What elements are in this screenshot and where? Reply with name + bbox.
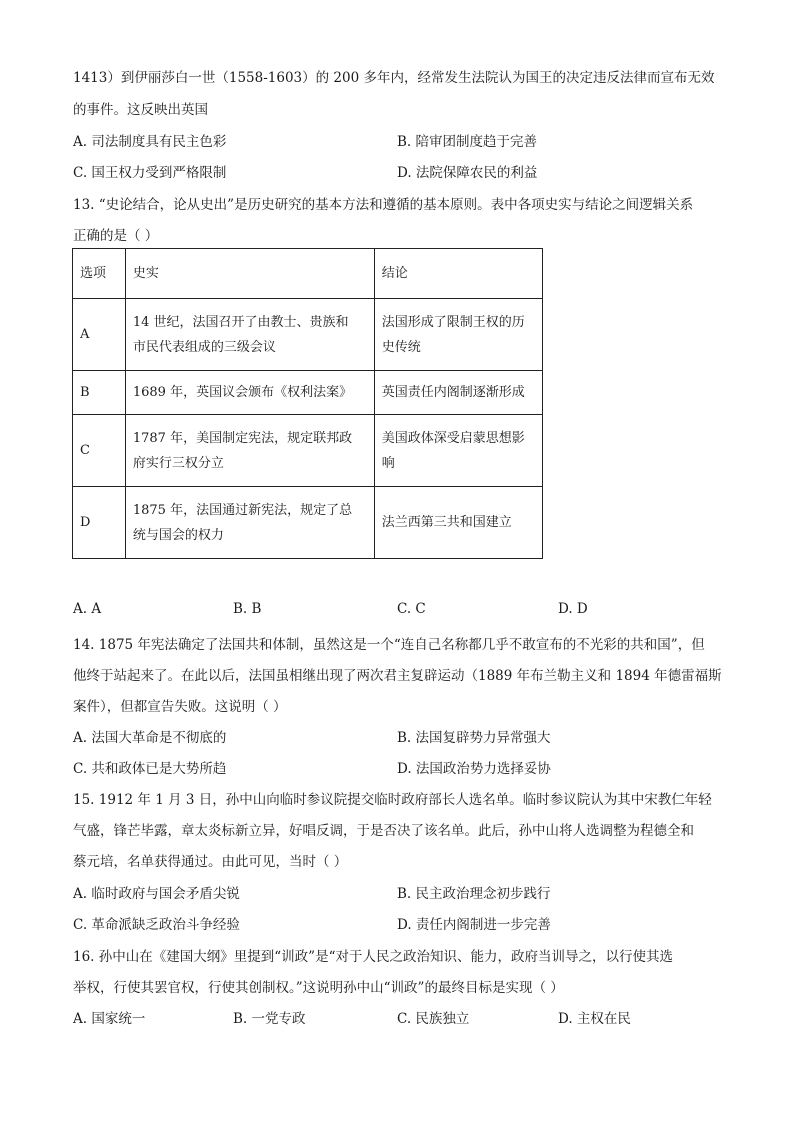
row-option: D: [73, 487, 126, 559]
q14-stem-line-2: 他终于站起来了。在此以后，法国虽相继出现了两次君主复辟运动（1889 年布兰勒主义和 1894 年德雷福斯: [73, 668, 722, 684]
table-header-row: [73, 249, 543, 299]
table-row: [73, 487, 543, 559]
row-fact-line: 1787 年，美国制定宪法，规定联邦政: [132, 430, 353, 446]
table-header-option: 选项: [73, 249, 126, 299]
q13-stem-line-2: 正确的是（ ）: [73, 228, 159, 244]
row-option: C: [73, 415, 126, 487]
row-fact-line: 统与国会的权力: [132, 527, 224, 543]
q15-option-d: D. 责任内阁制进一步完善: [397, 917, 551, 933]
q14-stem-line-1: 14. 1875 年宪法确定了法国共和体制，虽然这是一个“连自己名称都几乎不敢宣布的不光彩的共和国”，但: [73, 637, 705, 653]
q16-option-c: C. 民族独立: [397, 1011, 470, 1027]
q15-option-c: C. 革命派缺乏政治斗争经验: [73, 917, 240, 933]
q12-stem-line-2: 的事件。这反映出英国: [73, 102, 208, 118]
q12-option-d: D. 法院保障农民的利益: [397, 165, 538, 181]
q16-option-b: B. 一党专政: [233, 1011, 306, 1027]
q12-option-b: B. 陪审团制度趋于完善: [397, 134, 538, 150]
q15-stem-line-1: 15. 1912 年 1 月 3 日，孙中山向临时参议院提交临时政府部长人选名单。临时参议院认为其中宋教仁年轻: [73, 792, 712, 808]
row-conclusion: 法兰西第三共和国建立: [374, 487, 542, 559]
row-fact-line: 1875 年，法国通过新宪法，规定了总: [132, 502, 353, 518]
row-conclusion-line: 法国形成了限制王权的历: [381, 314, 525, 330]
q16-stem-line-1: 16. 孙中山在《建国大纲》里提到“训政”是“对于人民之政治知识、能力，政府当训导之，以行使其选: [73, 949, 673, 965]
q16-option-a: A. 国家统一: [73, 1011, 146, 1027]
q14-option-a: A. 法国大革命是不彻底的: [73, 730, 227, 746]
q13-option-a: A. A: [73, 601, 102, 617]
q16-stem-line-2: 举权，行使其罢官权，行使其创制权。”这说明孙中山“训政”的最终目标是实现（ ）: [73, 980, 564, 996]
q12-option-c: C. 国王权力受到严格限制: [73, 165, 227, 181]
row-fact-line: 14 世纪，法国召开了由教士、贵族和: [132, 314, 349, 330]
q13-option-d: D. D: [558, 601, 588, 617]
row-fact-line: 市民代表组成的三级会议: [132, 339, 276, 355]
row-fact: [125, 487, 374, 559]
q13-option-b: B. B: [233, 601, 262, 617]
row-conclusion: [374, 299, 542, 371]
table-header-fact: 史实: [125, 249, 374, 299]
table-row: [73, 371, 543, 415]
row-fact: [125, 299, 374, 371]
row-fact: [125, 415, 374, 487]
row-conclusion-line: 史传统: [381, 339, 421, 355]
q13-option-c: C. C: [397, 601, 426, 617]
q13-stem-line-1: 13. “史论结合，论从史出”是历史研究的基本方法和遵循的基本原则。表中各项史实与结论之间逻辑关系: [73, 197, 694, 213]
q12-stem-line-1: 1413）到伊丽莎白一世（1558-1603）的 200 多年内，经常发生法院认为国王的决定违反法律而宣布无效: [73, 70, 715, 86]
q16-option-d: D. 主权在民: [558, 1011, 631, 1027]
q14-option-c: C. 共和政体已是大势所趋: [73, 761, 227, 777]
table-header-conclusion: 结论: [374, 249, 542, 299]
q14-option-b: B. 法国复辟势力异常强大: [397, 730, 551, 746]
q15-option-a: A. 临时政府与国会矛盾尖锐: [73, 886, 240, 902]
q14-option-d: D. 法国政治势力选择妥协: [397, 761, 551, 777]
row-fact: 1689 年，英国议会颁布《权利法案》: [125, 371, 374, 415]
history-table: [72, 248, 543, 559]
row-conclusion: [374, 415, 542, 487]
row-conclusion-line: 美国政体深受启蒙思想影: [381, 430, 525, 446]
row-option: A: [73, 299, 126, 371]
row-option: B: [73, 371, 126, 415]
q15-stem-line-2: 气盛，锋芒毕露，章太炎标新立异，好唱反调，于是否决了该名单。此后，孙中山将人选调整为程德全和: [73, 823, 694, 839]
q15-stem-line-3: 蔡元培，名单获得通过。由此可见，当时（ ）: [73, 854, 348, 870]
row-conclusion: 英国责任内阁制逐渐形成: [374, 371, 542, 415]
q14-stem-line-3: 案件），但都宣告失败。这说明（ ）: [73, 699, 287, 715]
q15-option-b: B. 民主政治理念初步践行: [397, 886, 551, 902]
table-row: [73, 299, 543, 371]
row-fact-line: 府实行三权分立: [132, 455, 224, 471]
row-conclusion-line: 响: [381, 455, 395, 471]
table-row: [73, 415, 543, 487]
q12-option-a: A. 司法制度具有民主色彩: [73, 134, 227, 150]
